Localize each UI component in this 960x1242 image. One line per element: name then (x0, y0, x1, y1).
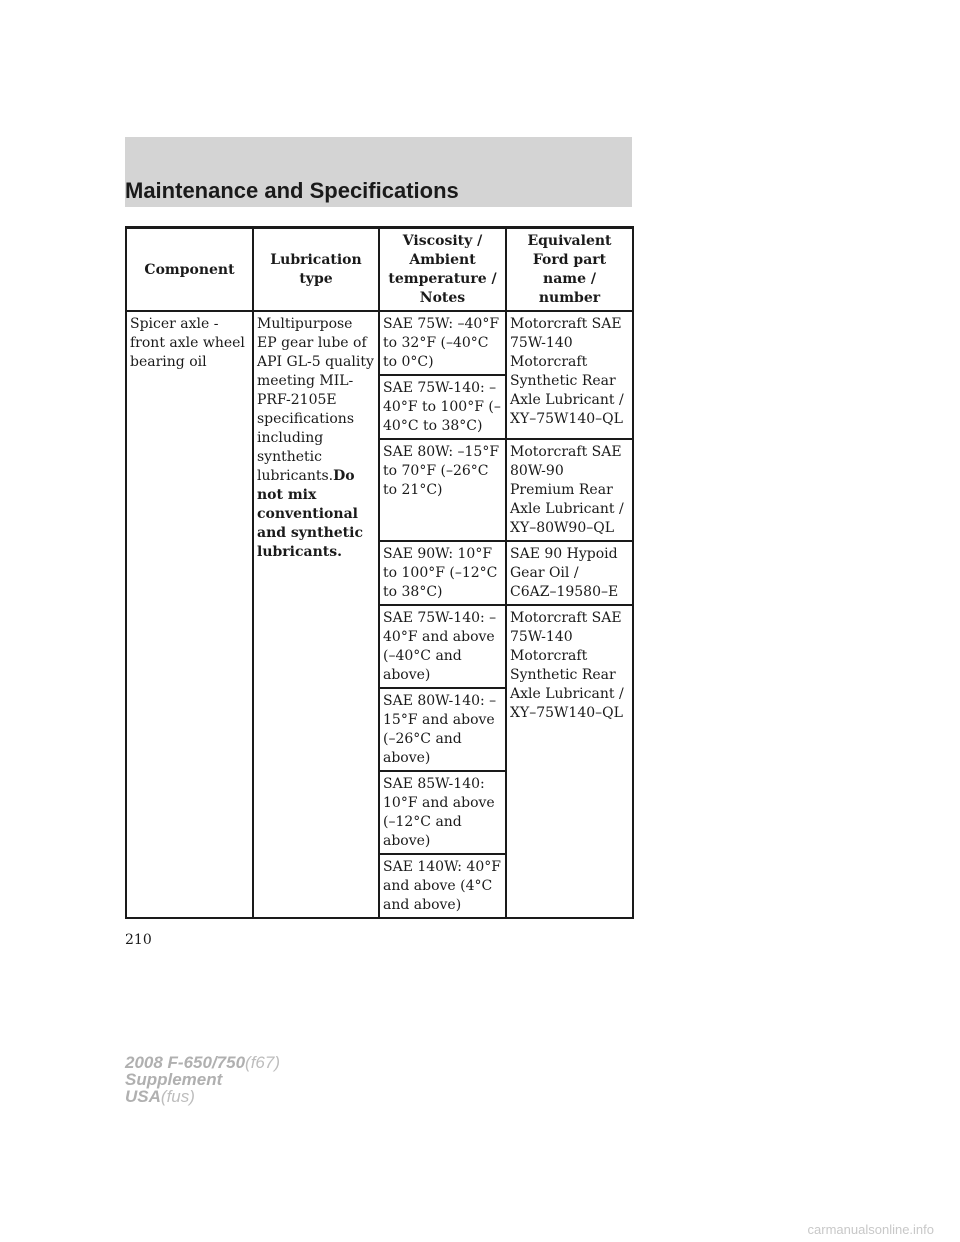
viscosity-cell: SAE 90W: 10°F to 100°F (–12°C to 38°C) (379, 541, 506, 605)
table-row (126, 311, 633, 375)
equivalent-part-cell: SAE 90 Hypoid Gear Oil / C6AZ–19580–E (506, 541, 633, 605)
viscosity-cell: SAE 75W: –40°F to 32°F (–40°C to 0°C) (379, 311, 506, 375)
page-number: 210 (125, 932, 152, 948)
viscosity-cell: SAE 80W: –15°F to 70°F (–26°C to 21°C) (379, 439, 506, 541)
document-footer (125, 1054, 280, 1105)
component-cell: Spicer axle - front axle wheel bearing oil (126, 311, 253, 918)
viscosity-cell: SAE 85W-140: 10°F and above (–12°C and above) (379, 771, 506, 854)
table-header-row (126, 228, 633, 312)
footer-model-code: (f67) (245, 1053, 281, 1072)
header-equivalent-part: Equivalent Ford part name / number (506, 228, 633, 312)
lubricant-spec-table (125, 226, 634, 919)
lubrication-type-text: Multipurpose EP gear lube of API GL-5 quality meeting MIL-PRF-2105E specifications including synthetic lubricants. (257, 316, 374, 484)
footer-region-code: (fus) (160, 1087, 195, 1106)
footer-model: 2008 F-650/750 (125, 1053, 246, 1072)
lubrication-warning: Do not mix conventional and synthetic lubricants. (257, 468, 363, 560)
equivalent-part-cell: Motorcraft SAE 75W-140 Motorcraft Synthetic Rear Axle Lubricant / XY–75W140–QL (506, 605, 633, 918)
equivalent-part-cell: Motorcraft SAE 75W-140 Motorcraft Synthetic Rear Axle Lubricant / XY–75W140–QL (506, 311, 633, 439)
footer-region: USA (125, 1087, 161, 1106)
equivalent-part-cell: Motorcraft SAE 80W-90 Premium Rear Axle Lubricant / XY–80W90–QL (506, 439, 633, 541)
viscosity-cell: SAE 75W-140: –40°F and above (–40°C and above) (379, 605, 506, 688)
section-title: Maintenance and Specifications (125, 178, 459, 203)
viscosity-cell: SAE 140W: 40°F and above (4°C and above) (379, 854, 506, 918)
header-viscosity: Viscosity / Ambient temperature / Notes (379, 228, 506, 312)
watermark-text: carmanualsonline.info (807, 1222, 934, 1237)
header-component: Component (126, 228, 253, 312)
viscosity-cell: SAE 80W-140: –15°F and above (–26°C and above) (379, 688, 506, 771)
footer-supplement: Supplement (125, 1070, 223, 1089)
header-lubrication-type: Lubrication type (253, 228, 379, 312)
viscosity-cell: SAE 75W-140: –40°F to 100°F (–40°C to 38°C) (379, 375, 506, 439)
lubrication-type-cell (253, 311, 379, 918)
